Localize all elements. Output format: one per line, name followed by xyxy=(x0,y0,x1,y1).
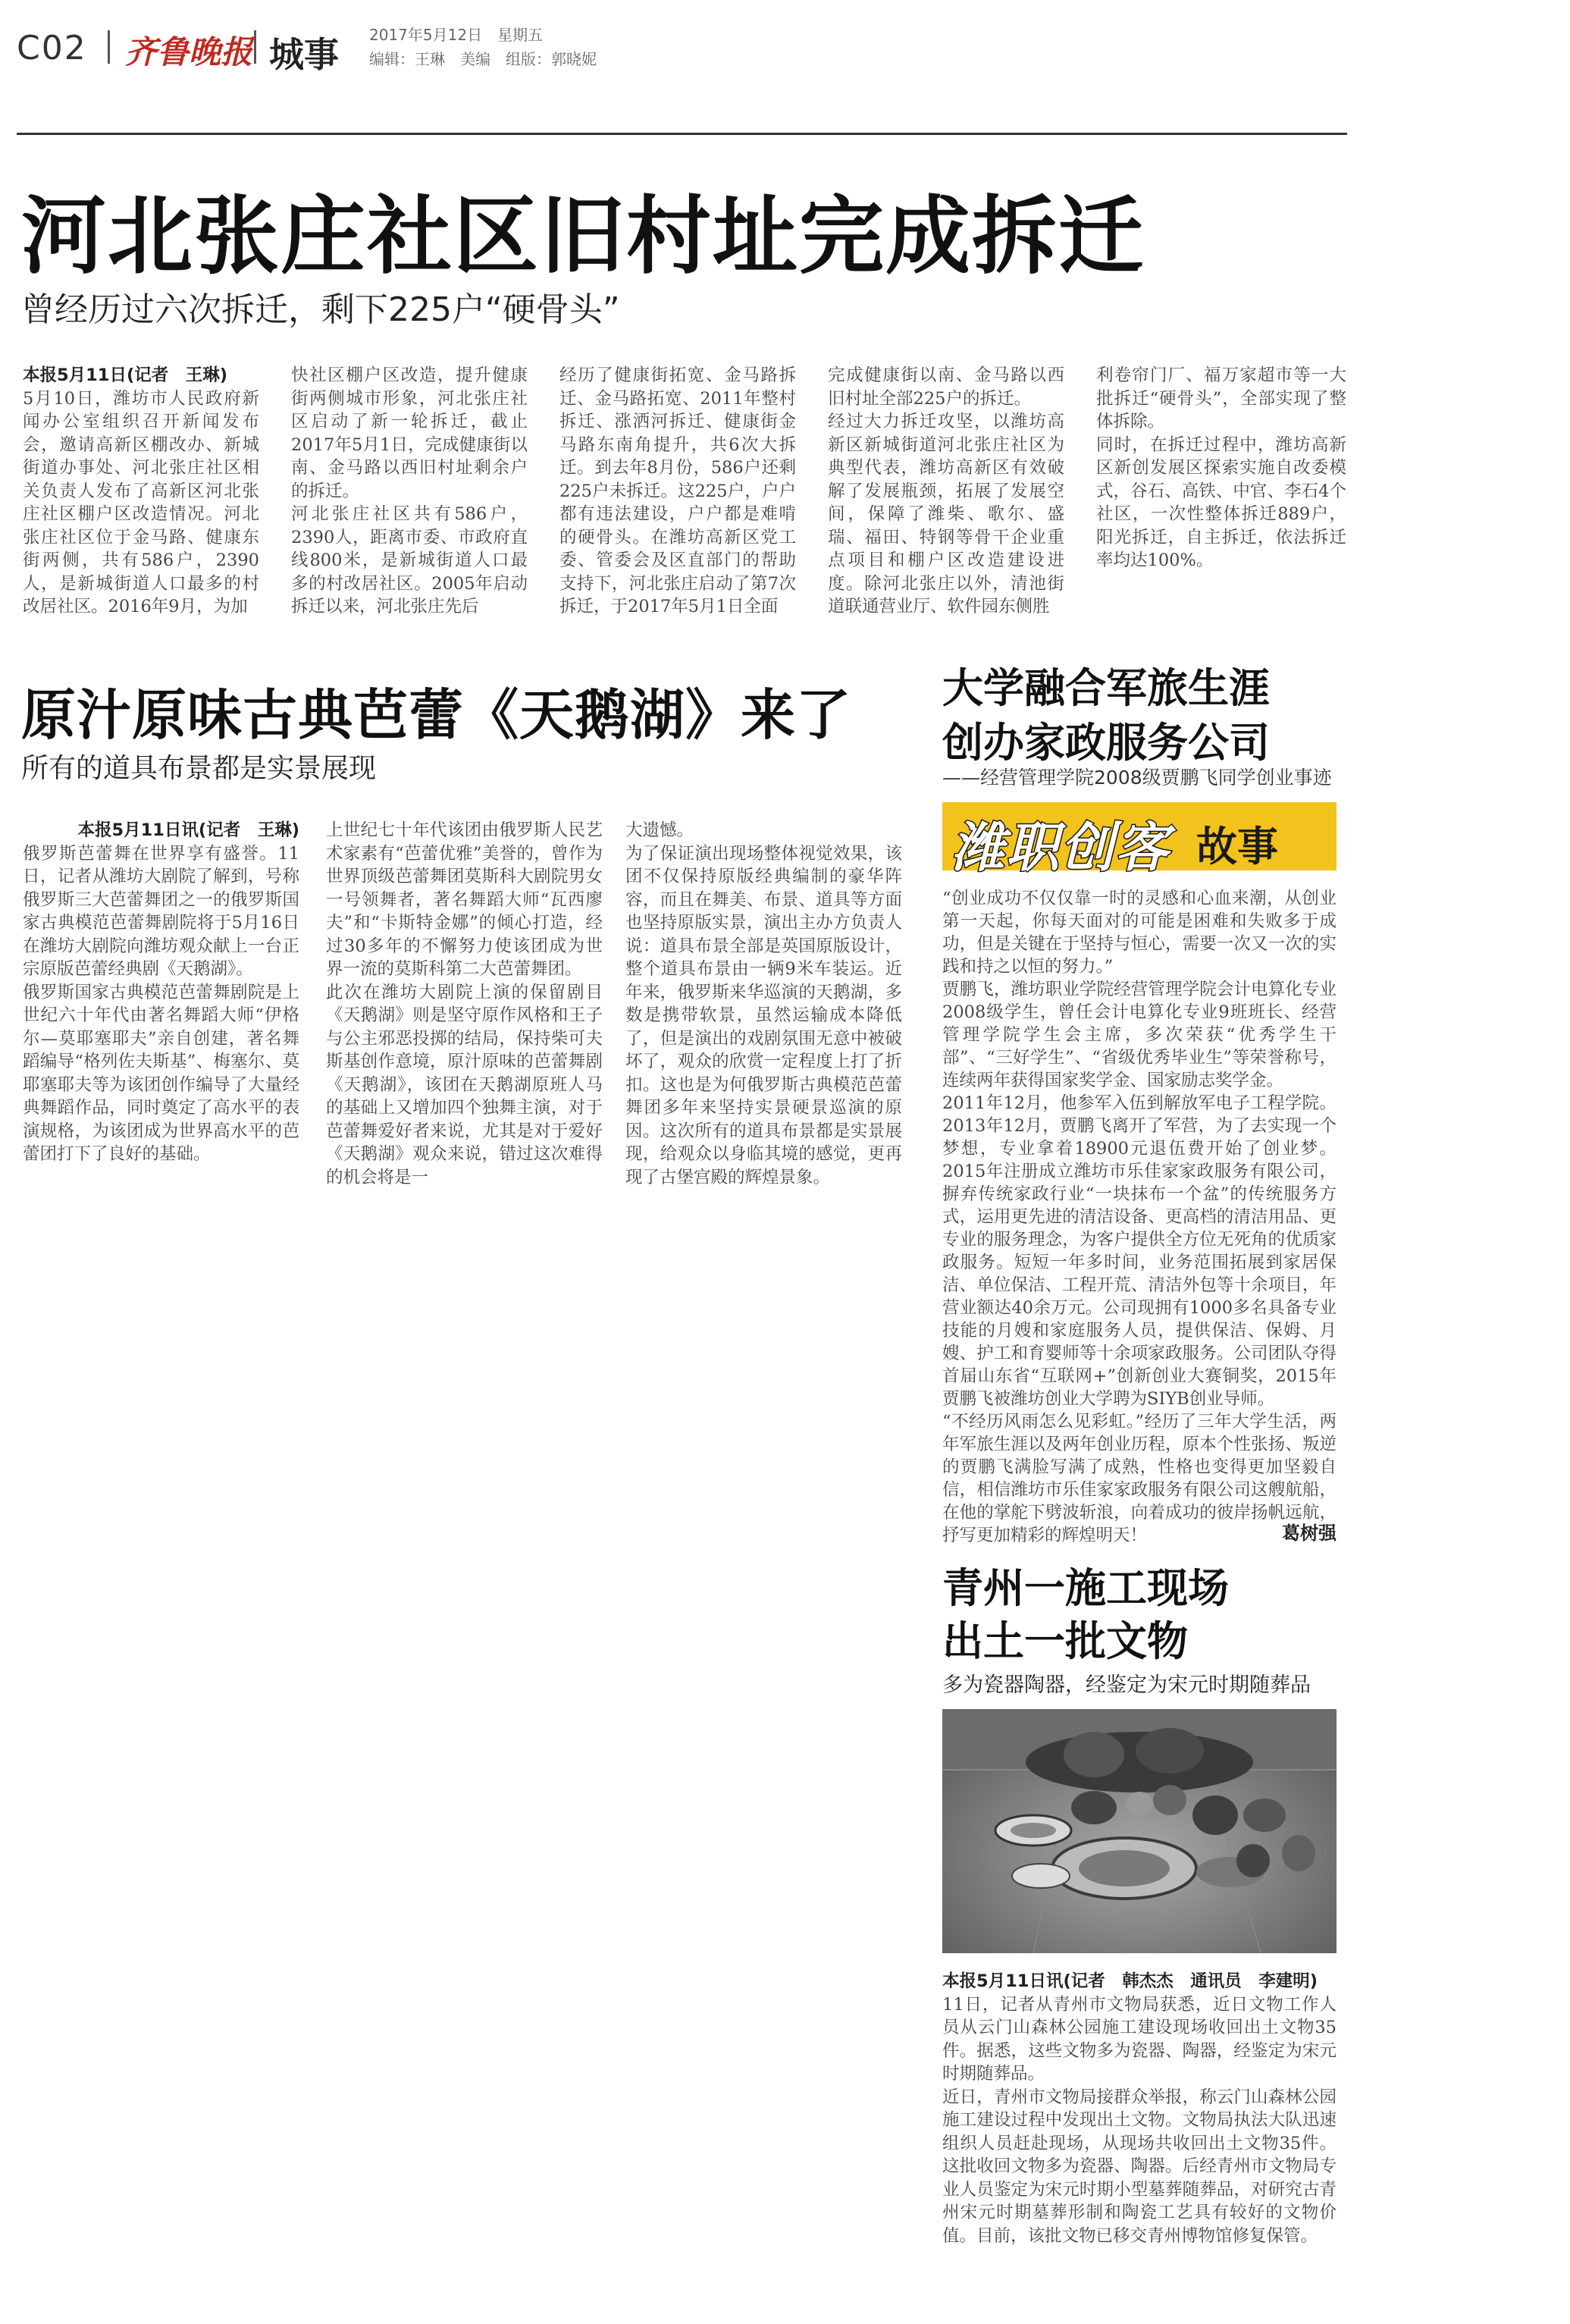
masthead-divider xyxy=(108,30,110,64)
story1-column-2: 快社区棚户区改造，提升健康街两侧城市形象，河北张庄社区启动了新一轮拆迁，截止2017年5月1日，完成健康街以南、金马路以西旧村址剩余户的拆迁。 河北张庄社区共有586户，2390人，距离市委、市政府直线800米，是新城街道人口最多的村改居社区。2005年启动拆迁以来，河北张庄先后 xyxy=(291,365,528,616)
story1-column-1 xyxy=(23,364,259,619)
story1-column-5: 利卷帘门厂、福万家超市等一大批拆迁“硬骨头”，全部实现了整体拆除。 同时，在拆迁过程中，潍坊高新区新创发展区探索实施自改委模式，谷石、高铁、中官、李石4个社区，一次性整体拆迁889户，阳光拆迁，自主拆迁，依法拆迁率均达100%。 xyxy=(1096,365,1346,570)
story3-headline-line1: 大学融合军旅生涯 xyxy=(942,664,1270,712)
column-banner-suffix: 故事 xyxy=(1196,823,1278,870)
story2-headline: 原汁原味古典芭蕾《天鹅湖》来了 xyxy=(21,683,852,747)
story1-column-3: 经历了健康街拓宽、金马路拆迁、金马路拓宽、2011年整村拆迁、涨洒河拆迁、健康街金马路东南角提升，共6次大拆迁。到去年8月份，586户还剩225户未拆迁。这225户，户户都有违法建设，户户都是难啃的硬骨头。在潍坊高新区党工委、管委会及区直部门的帮助支持下，河北张庄启动了第7次拆迁，于2017年5月1日全面 xyxy=(559,365,796,616)
story4-subhead: 多为瓷器陶器，经鉴定为宋元时期随葬品 xyxy=(942,1673,1311,1697)
artifacts-photo xyxy=(942,1709,1337,1953)
section-title: 城事 xyxy=(269,34,339,75)
story3-subhead: ——经营管理学院2008级贾鹏飞同学创业事迹 xyxy=(942,767,1332,789)
newspaper-logo: 齐鲁晚报 xyxy=(125,33,253,71)
masthead-divider xyxy=(254,30,256,64)
story2-column-3: 大遗憾。 为了保证演出现场整体视觉效果，该团不仅保持原版经典编制的豪华阵容，而且在舞美、布景、道具等方面也坚持原版实景，演出主办方负责人说：道具布景全部是英国原版设计，整个道具布景由一辆9米车装运。近年来，俄罗斯来华巡演的天鹅湖，多数是携带软景，虽然运输成本降低了，但是演出的戏剧氛围无意中被破坏了，观众的欣赏一定程度上打了折扣。这也是为何俄罗斯古典模范芭蕾舞团多年来坚持实景硬景巡演的原因。这次所有的道具布景都是实景展现，给观众以身临其境的感觉，更再现了古堡宫殿的辉煌景象。 xyxy=(625,820,902,1187)
story4-headline xyxy=(942,1562,1229,1668)
story4-column xyxy=(942,1970,1337,2247)
story3-headline-line2: 创办家政服务公司 xyxy=(942,719,1270,767)
story2-subhead: 所有的道具布景都是实景展现 xyxy=(21,753,377,784)
story2-text: 俄罗斯芭蕾舞在世界享有盛誉。11日，记者从潍坊大剧院了解到，号称俄罗斯三大芭蕾舞团之一的俄罗斯国家古典模范芭蕾舞剧院将于5月16日在潍坊大剧院向潍坊观众献上一台正宗原版芭蕾经典剧《天鹅湖》。 俄罗斯国家古典模范芭蕾舞剧院是上世纪六十年代由著名舞蹈大师“伊格尔—莫耶塞耶夫”亲自创建，著名舞蹈编导“格列佐夫斯基”、梅塞尔、莫耶塞耶夫等为该团创作编导了大量经典舞蹈作品，同时奠定了高水平的表演规格，为该团成为世界高水平的芭蕾团打下了良好的基础。 xyxy=(23,843,299,1164)
story2-column-2: 上世纪七十年代该团由俄罗斯人民艺术家素有“芭蕾优雅”美誉的，曾作为世界顶级芭蕾舞团莫斯科大剧院男女一号领舞者，著名舞蹈大师“瓦西廖夫”和“卡斯特金娜”的倾心打造，经过30多年的不懈努力使该团成为世界一流的莫斯科第二大芭蕾舞团。 此次在潍坊大剧院上演的保留剧目《天鹅湖》则是坚守原作风格和王子与公主邪恶投掷的结局，保持柴可夫斯基创作意境，原汁原味的芭蕾舞剧《天鹅湖》，该团在天鹅湖原班人马的基础上又增加四个独舞主演，对于芭蕾舞爱好者来说，尤其是对于爱好《天鹅湖》观众来说，错过这次难得的机会将是一 xyxy=(326,820,603,1187)
story3-headline xyxy=(942,661,1270,770)
story3-body: “创业成功不仅仅靠一时的灵感和心血来潮，从创业第一天起，你每天面对的可能是困难和失败多于成功，但是关键在于坚持与恒心，需要一次又一次的实践和持之以恒的努力。” 贾鹏飞，潍坊职业学院经营管理学院会计电算化专业2008级学生，曾任会计电算化专业9班班长、经营管理学院学生会主席，多次荣获“优秀学生干部”、“三好学生”、“省级优秀毕业生”等荣誉称号，连续两年获得国家奖学金、国家励志奖学金。 2011年12月，他参军入伍到解放军电子工程学院。2013年12月，贾鹏飞离开了军营，为了去实现一个梦想，专业拿着18900元退伍费开始了创业梦。2015年注册成立潍坊市乐佳家家政服务有限公司，摒弃传统家政行业“一块抹布一个盆”的传统服务方式，运用更先进的清洁设备、更高档的清洁用品、更专业的服务理念，为客户提供全方位无死角的优质家政服务。短短一年多时间，业务范围拓展到家居保洁、单位保洁、工程开荒、清洁外包等十余项目，年营业额达40余万元。公司现拥有1000多名具备专业技能的月嫂和家庭服务人员，提供保洁、保姆、月嫂、护工和育婴师等十余项家政服务。公司团队夺得首届山东省“互联网+”创新创业大赛铜奖，2015年贾鹏飞被潍坊创业大学聘为SIYB创业导师。 “不经历风雨怎么见彩虹。”经历了三年大学生活，两年军旅生涯以及两年创业历程，原本个性张扬、叛逆的贾鹏飞满脸写满了成熟，性格也变得更加坚毅自信，相信潍坊市乐佳家家政服务有限公司这艘航船，在他的掌舵下劈波斩浪，向着成功的彼岸扬帆远航，抒写更加精彩的辉煌明天！ xyxy=(942,889,1337,1545)
story1-text: 5月10日，潍坊市人民政府新闻办公室组织召开新闻发布会，邀请高新区棚改办、新城街道办事处、河北张庄社区相关负责人发布了高新区河北张庄社区棚户区改造情况。河北张庄社区位于金马路、健康东街两侧，共有586户，2390人，是新城街道人口最多的村改居社区。2016年9月，为加 xyxy=(23,388,259,616)
story1-headline: 河北张庄社区旧村址完成拆迁 xyxy=(21,187,1145,286)
story2-byline: 本报5月11日讯(记者 王琳) xyxy=(77,820,299,840)
story1-byline: 本报5月11日(记者 王琳) xyxy=(23,365,228,385)
story3-signature: 葛树强 xyxy=(1282,1523,1337,1544)
story1-column-4: 完成健康街以南、金马路以西旧村址全部225户的拆迁。 经过大力拆迁攻坚，以潍坊高新区新城街道河北张庄社区为典型代表，潍坊高新区有效破解了发展瓶颈，拓展了发展空间，保障了潍柴、歌尔、盛瑞、福田、特钢等骨干企业重点项目和棚户区改造建设进度。除河北张庄以外，清池街道联通营业厅、软件园东侧胜 xyxy=(828,365,1064,616)
story1-subhead: 曾经历过六次拆迁，剩下225户“硬骨头” xyxy=(21,290,620,329)
column-banner-title: 潍职创客 xyxy=(951,817,1170,879)
story4-byline: 本报5月11日讯(记者 韩杰杰 通讯员 李建明) xyxy=(942,1971,1318,1991)
issue-date: 2017年5月12日 星期五 xyxy=(369,26,544,44)
header-rule xyxy=(17,133,1347,135)
story4-body: 11日，记者从青州市文物局获悉，近日文物工作人员从云门山森林公园施工建设现场收回出土文物35件。据悉，这些文物多为瓷器、陶器，经鉴定为宋元时期随葬品。 近日，青州市文物局接群众举报，称云门山森林公园施工建设过程中发现出土文物。文物局执法大队迅速组织人员赶赴现场，从现场共收回出土文物35件。这批收回文物多为瓷器、陶器。后经青州市文物局专业人员鉴定为宋元时期小型墓葬随葬品，对研究古青州宋元时期墓葬形制和陶瓷工艺具有较好的文物价值。目前，该批文物已移交青州博物馆修复保管。 xyxy=(942,1994,1337,2246)
story2-column-1 xyxy=(23,819,299,1166)
editor-credits: 编辑：王琳 美编 组版：郭晓妮 xyxy=(369,50,597,68)
page-number: C02 xyxy=(17,29,87,67)
story4-headline-line1: 青州一施工现场 xyxy=(942,1564,1229,1612)
story4-headline-line2: 出土一批文物 xyxy=(942,1617,1188,1665)
